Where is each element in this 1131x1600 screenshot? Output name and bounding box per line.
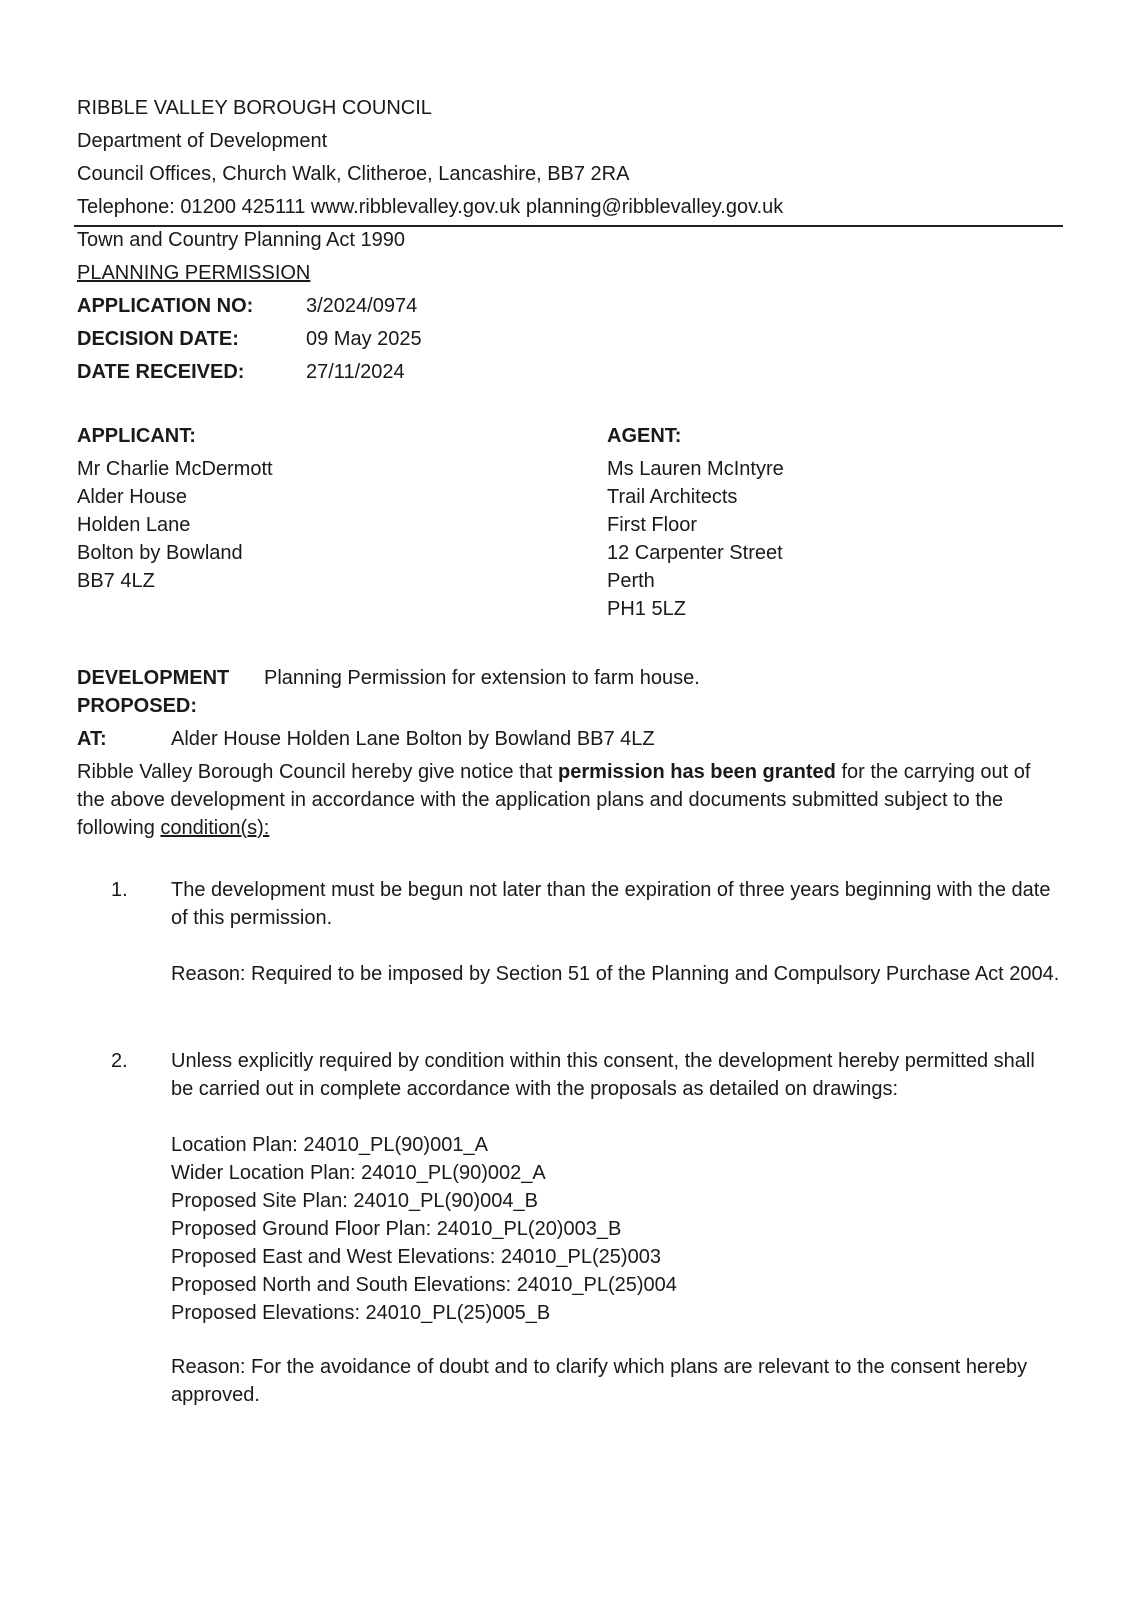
plan-item: Wider Location Plan: 24010_PL(90)002_A [171, 1162, 546, 1184]
condition-text: Unless explicitly required by condition within this consent, the development hereby permitted shall be carried out in complete accordance with the proposals as detailed on drawings: [171, 1050, 1035, 1100]
plan-item: Proposed Ground Floor Plan: 24010_PL(20)003_B [171, 1218, 622, 1240]
applicant-line: Bolton by Bowland [77, 542, 243, 564]
agent-line: Ms Lauren McIntyre [607, 458, 784, 480]
header-divider [74, 225, 1063, 227]
date-received-value: 27/11/2024 [306, 361, 405, 383]
development-label-line1: DEVELOPMENT [77, 667, 230, 689]
decision-date-value: 09 May 2025 [306, 328, 422, 350]
applicant-heading: APPLICANT: [77, 425, 196, 447]
application-no-label: APPLICATION NO: [77, 295, 254, 317]
condition-text: The development must be begun not later than the expiration of three years beginning with the date of this permission. [171, 879, 1051, 929]
plan-item: Location Plan: 24010_PL(90)001_A [171, 1134, 488, 1156]
applicant-line: BB7 4LZ [77, 570, 155, 592]
applicant-block [77, 422, 273, 595]
agent-line: 12 Carpenter Street [607, 542, 783, 564]
permission-notice [77, 758, 1062, 842]
condition-number: 1. [111, 879, 128, 901]
agent-heading: AGENT: [607, 425, 682, 447]
plan-item: Proposed Elevations: 24010_PL(25)005_B [171, 1302, 551, 1324]
agent-block [607, 422, 784, 623]
permission-type: PLANNING PERMISSION [77, 262, 311, 284]
development-label-line2: PROPOSED: [77, 695, 198, 717]
notice-granted: permission has been granted [558, 761, 836, 783]
applicant-line: Alder House [77, 486, 188, 508]
plan-item: Proposed East and West Elevations: 24010_PL(25)003 [171, 1246, 661, 1268]
council-address: Council Offices, Church Walk, Clitheroe, Lancashire, BB7 2RA [77, 163, 630, 185]
agent-line: First Floor [607, 514, 697, 536]
contact-details: Telephone: 01200 425111 www.ribblevalley.gov.uk planning@ribblevalley.gov.uk [77, 196, 784, 218]
development-description: Planning Permission for extension to farm house. [264, 667, 700, 689]
decision-date-label: DECISION DATE: [77, 328, 239, 350]
condition-reason: Reason: Required to be imposed by Section 51 of the Planning and Compulsory Purchase Act 2004. [171, 963, 1060, 985]
notice-text-middle: for the carrying out of the above development in accordance with the application plans and documents submitted subject to the following [77, 761, 1031, 839]
date-received-label: DATE RECEIVED: [77, 361, 245, 383]
condition-number: 2. [111, 1050, 128, 1072]
agent-line: Perth [607, 570, 655, 592]
condition-reason: Reason: For the avoidance of doubt and to clarify which plans are relevant to the consent hereby approved. [171, 1356, 1028, 1406]
applicant-line: Holden Lane [77, 514, 191, 536]
site-at-label: AT: [77, 728, 107, 750]
planning-act: Town and Country Planning Act 1990 [77, 229, 405, 251]
plan-item: Proposed Site Plan: 24010_PL(90)004_B [171, 1190, 538, 1212]
plan-item: Proposed North and South Elevations: 24010_PL(25)004 [171, 1274, 677, 1296]
department-name: Department of Development [77, 130, 328, 152]
agent-line: Trail Architects [607, 486, 738, 508]
agent-line: PH1 5LZ [607, 598, 686, 620]
site-address: Alder House Holden Lane Bolton by Bowland BB7 4LZ [171, 728, 655, 750]
application-no-value: 3/2024/0974 [306, 295, 418, 317]
notice-text-start: Ribble Valley Borough Council hereby give notice that [77, 761, 559, 783]
council-name: RIBBLE VALLEY BOROUGH COUNCIL [77, 97, 432, 119]
development-label [77, 664, 229, 720]
approved-plans-list [171, 1131, 1061, 1327]
notice-conditions: condition(s): [160, 817, 270, 839]
applicant-line: Mr Charlie McDermott [77, 458, 273, 480]
